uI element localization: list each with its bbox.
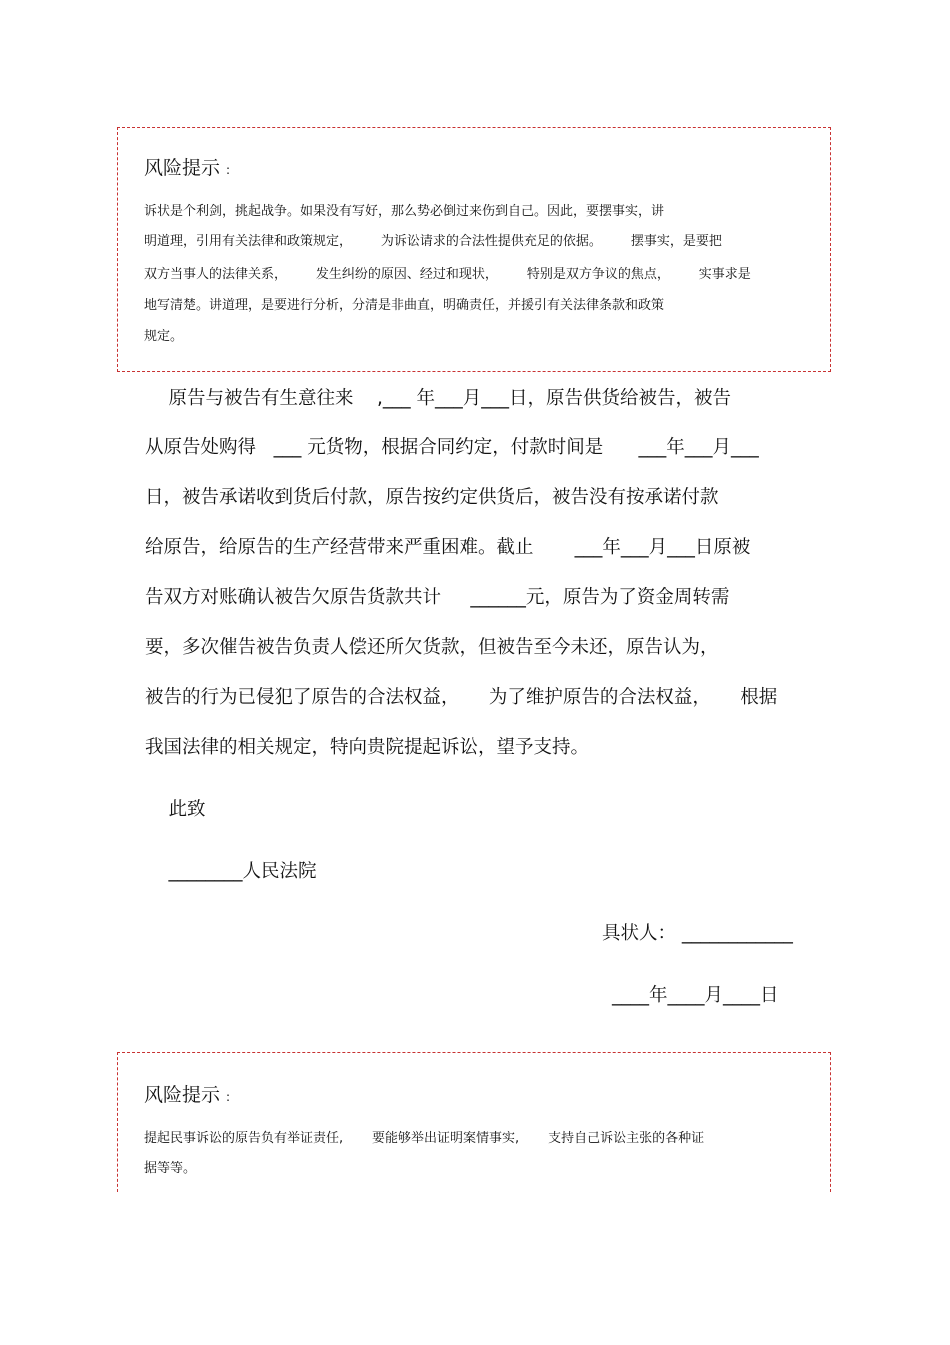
complaint-line: 被告的行为已侵犯了原告的合法权益， 为了维护原告的合法权益， 根据 [145,687,778,708]
salutation: 此致 [145,799,206,820]
date-line: ____年____月____日 [612,985,779,1006]
risk-notice-line: 提起民事诉讼的原告负有举证责任, 要能够举出证明案情事实, 支持自己诉讼主张的各种证 [144,1131,705,1146]
plaintiff-blank: ____________ [681,923,793,944]
plaintiff-label: 具状人： [602,923,677,944]
risk-title-text: 风险提示 [144,1084,221,1106]
court-name: ________人民法院 [145,861,317,882]
risk-notice-box-2 [117,1052,831,1192]
complaint-line: 给原告，给原告的生产经营带来严重困难。截止 ___年___月___日原被 [145,537,751,558]
complaint-line: 日，被告承诺收到货后付款，原告按约定供货后，被告没有按承诺付款 [145,487,719,508]
risk-title-text: 风险提示 [144,157,221,179]
risk-notice-title [144,156,230,182]
risk-title-colon: : [226,1090,231,1104]
complaint-line: 原告与被告有生意往来 ,___ 年___月___日，原告供货给被告，被告 [145,388,732,409]
risk-notice-line: 据等等。 [144,1161,197,1176]
complaint-line: 要，多次催告被告负责人偿还所欠货款，但被告至今未还，原告认为， [145,637,719,658]
complaint-line: 从原告处购得 ___ 元货物，根据合同约定，付款时间是 ___年___月___ [145,437,759,458]
risk-notice-line: 地写清楚。讲道理，是要进行分析，分清是非曲直，明确责任，并援引有关法律条款和政策 [144,298,665,313]
risk-notice-line: 诉状是个利剑，挑起战争。如果没有写好，那么势必倒过来伤到自己。因此，要摆事实，讲 [144,204,665,219]
complaint-line: 我国法律的相关规定，特向贵院提起诉讼，望予支持。 [145,737,590,758]
complaint-line: 告双方对账确认被告欠原告货款共计 ______元，原告为了资金周转需 [145,587,730,608]
risk-notice-box-1 [117,127,831,372]
risk-notice-line: 明道理，引用有关法律和政策规定， 为诉讼请求的合法性提供充足的依据。 摆事实，是要把 [144,234,722,249]
risk-notice-line: 双方当事人的法律关系， 发生纠纷的原因、经过和现状， 特别是双方争议的焦点， 实事求是 [144,267,751,282]
risk-title-colon: : [226,163,231,177]
risk-notice-title [144,1083,230,1109]
risk-notice-line: 规定。 [144,329,184,344]
plaintiff-signature-line [602,922,793,946]
